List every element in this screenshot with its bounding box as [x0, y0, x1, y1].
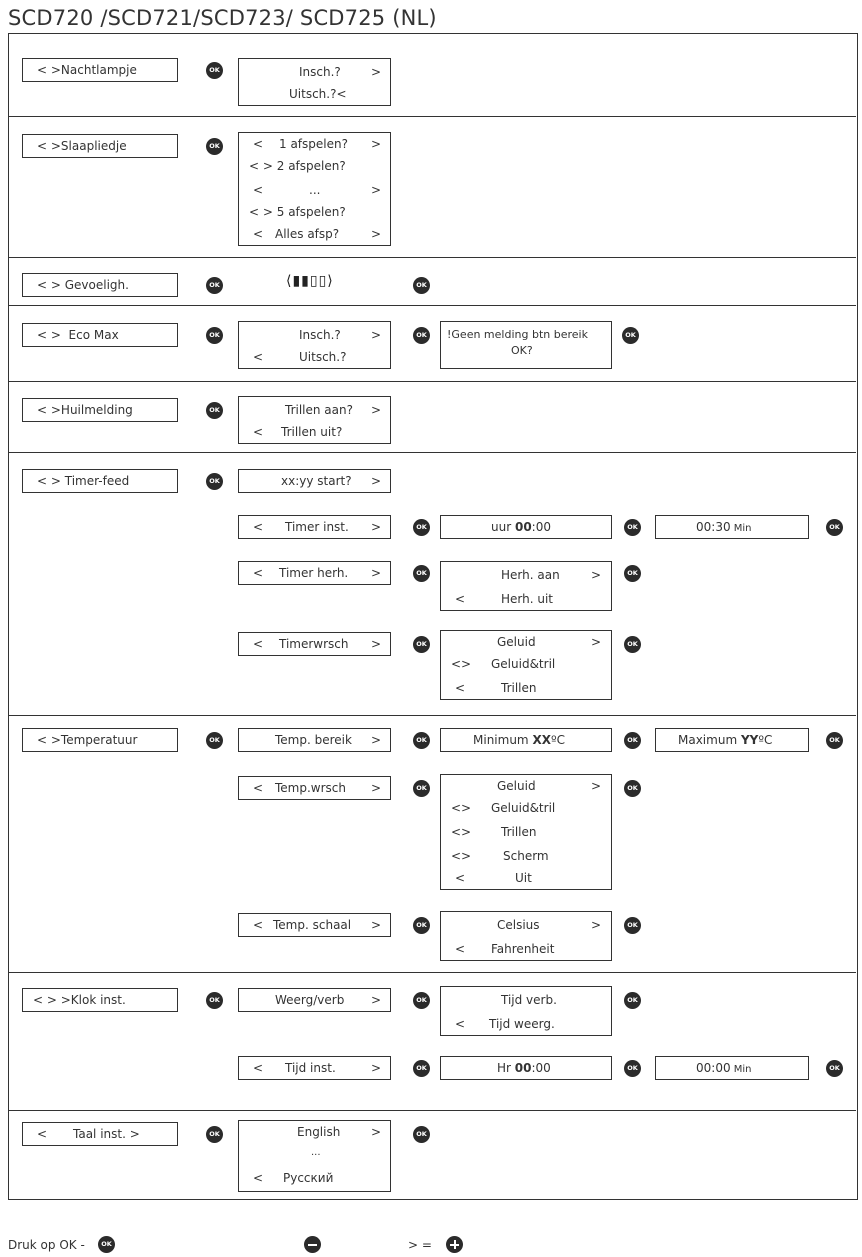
min-label: Min: [730, 1064, 752, 1075]
menu-label: Taal inst. >: [73, 1127, 140, 1141]
option-label: < > 2 afspelen?: [249, 159, 346, 173]
option-label: Geluid&tril: [491, 657, 556, 671]
ellipsis: ...: [311, 1147, 321, 1158]
arrow-right: >: [371, 918, 382, 932]
menu-label: < > >Klok inst.: [33, 993, 126, 1007]
herh-options: [440, 561, 612, 611]
menu-temperatuur: [22, 728, 178, 752]
minus-icon: [304, 1236, 321, 1253]
timer-min-box: [655, 515, 809, 539]
temp-schaal-box: [238, 913, 391, 937]
arrow-right: >: [371, 137, 382, 151]
arrow-right: >: [371, 328, 382, 342]
weerg-options: [440, 986, 612, 1036]
tijd-inst-box: [238, 1056, 391, 1080]
ok-icon: OK: [206, 327, 223, 344]
option-label: Celsius: [497, 918, 540, 932]
option-label: Tijd weerg.: [489, 1017, 555, 1031]
ok-icon: OK: [98, 1236, 115, 1253]
minute-suffix: :00: [531, 1061, 551, 1075]
ok-icon: OK: [413, 277, 430, 294]
arrow-left: <: [253, 1171, 264, 1185]
ok-icon: OK: [413, 565, 430, 582]
label-minimum: Minimum: [473, 733, 533, 747]
arrow-left: <: [253, 227, 264, 241]
menu-nachtlampje: [22, 58, 178, 82]
timer-inst-box: [238, 515, 391, 539]
ok-icon: OK: [624, 780, 641, 797]
option-label: Timer herh.: [279, 566, 349, 580]
option-label: Timerwrsch: [279, 637, 349, 651]
arrow-left: <: [455, 592, 466, 606]
arrow-left: <: [253, 637, 264, 651]
max-temp-value: YY: [740, 733, 759, 747]
arrow-right: >: [371, 520, 382, 534]
arrow-left: <: [253, 425, 264, 439]
option-label: Trillen: [501, 825, 537, 839]
ok-icon: OK: [624, 732, 641, 749]
min-value: 00:00: [696, 1061, 731, 1075]
ok-icon: OK: [624, 636, 641, 653]
temp-wrsch-options: [440, 774, 612, 890]
arrow-right: >: [371, 227, 382, 241]
unit: ºC: [758, 733, 773, 747]
ecomax-options: [238, 321, 391, 369]
ok-icon: OK: [624, 565, 641, 582]
arrow-left: <: [455, 681, 466, 695]
min-label: Min: [730, 523, 752, 534]
arrow-right: >: [591, 779, 602, 793]
legend-ok-text: Druk op OK -: [8, 1238, 85, 1252]
ok-icon: OK: [413, 519, 430, 536]
arrow-left: <: [455, 1017, 466, 1031]
hour-value: 00: [514, 1061, 532, 1075]
option-label: Weerg/verb: [275, 993, 345, 1007]
arrow-right: >: [371, 1125, 382, 1139]
option-label: Uitsch.?: [299, 350, 347, 364]
arrow-right: >: [371, 403, 382, 417]
ok-icon: OK: [206, 277, 223, 294]
option-label: Temp.wrsch: [275, 781, 346, 795]
menu-gevoeligh: [22, 273, 178, 297]
menu-slaapliedje: [22, 134, 178, 158]
taal-options: [238, 1120, 391, 1192]
option-label: Tijd verb.: [501, 993, 557, 1007]
arrows: <>: [451, 825, 472, 839]
ok-icon: OK: [624, 519, 641, 536]
arrow-left: <: [253, 183, 264, 197]
ok-icon: OK: [413, 636, 430, 653]
label-uur: uur: [491, 520, 515, 534]
ok-icon: OK: [624, 992, 641, 1009]
arrow-left: <: [253, 918, 264, 932]
option-label: Temp. bereik: [275, 733, 352, 747]
hour-value: 00: [514, 520, 532, 534]
slaapliedje-options: [238, 132, 391, 246]
arrow-left: <: [37, 1127, 48, 1141]
menu-ecomax: [22, 323, 178, 347]
ok-icon: OK: [826, 732, 843, 749]
option-label: Uitsch.?<: [289, 87, 347, 101]
option-label: 1 afspelen?: [279, 137, 348, 151]
ok-icon: OK: [206, 138, 223, 155]
legend-gt-text: > =: [408, 1238, 432, 1252]
timer-wrsch-box: [238, 632, 391, 656]
minute-suffix: :00: [531, 520, 551, 534]
menu-label: < >Slaapliedje: [37, 139, 127, 153]
tijd-min-box: [655, 1056, 809, 1080]
option-label: Insch.?: [299, 65, 341, 79]
option-label: Tijd inst.: [285, 1061, 336, 1075]
arrow-right: >: [591, 918, 602, 932]
arrow-right: >: [371, 781, 382, 795]
message-text: !Geen melding btn bereik: [447, 328, 588, 341]
ok-icon: OK: [206, 1126, 223, 1143]
option-label: xx:yy start?: [281, 474, 352, 488]
menu-timerfeed: [22, 469, 178, 493]
option-label: Timer inst.: [285, 520, 349, 534]
timer-hour-box: [440, 515, 612, 539]
option-label: Geluid&tril: [491, 801, 556, 815]
temp-schaal-options: [440, 911, 612, 961]
sensitivity-bars-icon: ⟨▮▮▯▯⟩: [286, 273, 334, 289]
ok-icon: OK: [206, 62, 223, 79]
temp-bereik-box: [238, 728, 391, 752]
option-label: Scherm: [503, 849, 549, 863]
ok-icon: OK: [413, 327, 430, 344]
option-label: Temp. schaal: [273, 918, 352, 932]
section-divider: [8, 715, 856, 973]
ok-icon: OK: [826, 1060, 843, 1077]
timer-start-box: [238, 469, 391, 493]
arrow-left: <: [253, 1061, 264, 1075]
arrow-right: >: [591, 568, 602, 582]
option-label: Geluid: [497, 779, 536, 793]
ok-icon: OK: [624, 917, 641, 934]
arrow-right: >: [371, 474, 382, 488]
arrow-right: >: [371, 566, 382, 580]
timer-wrsch-options: [440, 630, 612, 700]
weerg-verb-box: [238, 988, 391, 1012]
option-label: Geluid: [497, 635, 536, 649]
menu-label: < >Temperatuur: [37, 733, 138, 747]
ok-icon: OK: [413, 1060, 430, 1077]
option-label: English: [297, 1125, 341, 1139]
menu-huilmelding: [22, 398, 178, 422]
option-label: Insch.?: [299, 328, 341, 342]
arrow-left: <: [253, 781, 264, 795]
option-label: Herh. aan: [501, 568, 560, 582]
arrow-right: >: [591, 635, 602, 649]
ok-icon: OK: [206, 992, 223, 1009]
arrows: <>: [451, 849, 472, 863]
min-value: 00:30: [696, 520, 731, 534]
menu-label: < > Gevoeligh.: [37, 278, 129, 292]
arrow-left: <: [253, 137, 264, 151]
ok-icon: OK: [624, 1060, 641, 1077]
menu-label: < >Nachtlampje: [37, 63, 137, 77]
label-hr: Hr: [497, 1061, 515, 1075]
arrow-left: <: [455, 871, 466, 885]
menu-label: < > Timer-feed: [37, 474, 130, 488]
ok-icon: OK: [206, 402, 223, 419]
ok-icon: OK: [206, 473, 223, 490]
arrow-right: >: [371, 1061, 382, 1075]
huilmelding-options: [238, 396, 391, 444]
unit: ºC: [550, 733, 565, 747]
arrows: <>: [451, 801, 472, 815]
arrow-left: <: [455, 942, 466, 956]
ecomax-message: [440, 321, 612, 369]
tijd-hour-box: [440, 1056, 612, 1080]
option-label: Trillen aan?: [285, 403, 353, 417]
option-label: Fahrenheit: [491, 942, 555, 956]
ok-icon: OK: [826, 519, 843, 536]
arrow-left: <: [253, 566, 264, 580]
timer-herh-box: [238, 561, 391, 585]
menu-klok: [22, 988, 178, 1012]
ok-icon: OK: [413, 780, 430, 797]
menu-label: < > Eco Max: [37, 328, 119, 342]
ok-icon: OK: [206, 732, 223, 749]
temp-max-box: [655, 728, 809, 752]
option-label: Trillen uit?: [281, 425, 343, 439]
option-label: Русский: [283, 1171, 334, 1185]
arrow-left: <: [253, 350, 264, 364]
arrow-right: >: [371, 993, 382, 1007]
option-label: Trillen: [501, 681, 537, 695]
arrow-right: >: [371, 637, 382, 651]
page-title: SCD720 /SCD721/SCD723/ SCD725 (NL): [8, 6, 437, 30]
arrow-right: >: [371, 733, 382, 747]
plus-icon: [446, 1236, 463, 1253]
temp-min-box: [440, 728, 612, 752]
min-temp-value: XX: [532, 733, 551, 747]
ok-icon: OK: [413, 992, 430, 1009]
arrows: <>: [451, 657, 472, 671]
option-label: < > 5 afspelen?: [249, 205, 346, 219]
option-label: Uit: [515, 871, 532, 885]
label-maximum: Maximum: [678, 733, 741, 747]
option-label: Alles afsp?: [275, 227, 340, 241]
ok-icon: OK: [413, 917, 430, 934]
menu-label: < >Huilmelding: [37, 403, 133, 417]
message-text: OK?: [511, 344, 533, 357]
arrow-right: >: [371, 183, 382, 197]
option-label: Herh. uit: [501, 592, 554, 606]
ok-icon: OK: [413, 1126, 430, 1143]
nachtlampje-options: [238, 58, 391, 106]
arrow-left: <: [253, 520, 264, 534]
menu-taal: [22, 1122, 178, 1146]
arrow-right: >: [371, 65, 382, 79]
ok-icon: OK: [622, 327, 639, 344]
option-label: ...: [309, 183, 321, 197]
temp-wrsch-box: [238, 776, 391, 800]
ok-icon: OK: [413, 732, 430, 749]
